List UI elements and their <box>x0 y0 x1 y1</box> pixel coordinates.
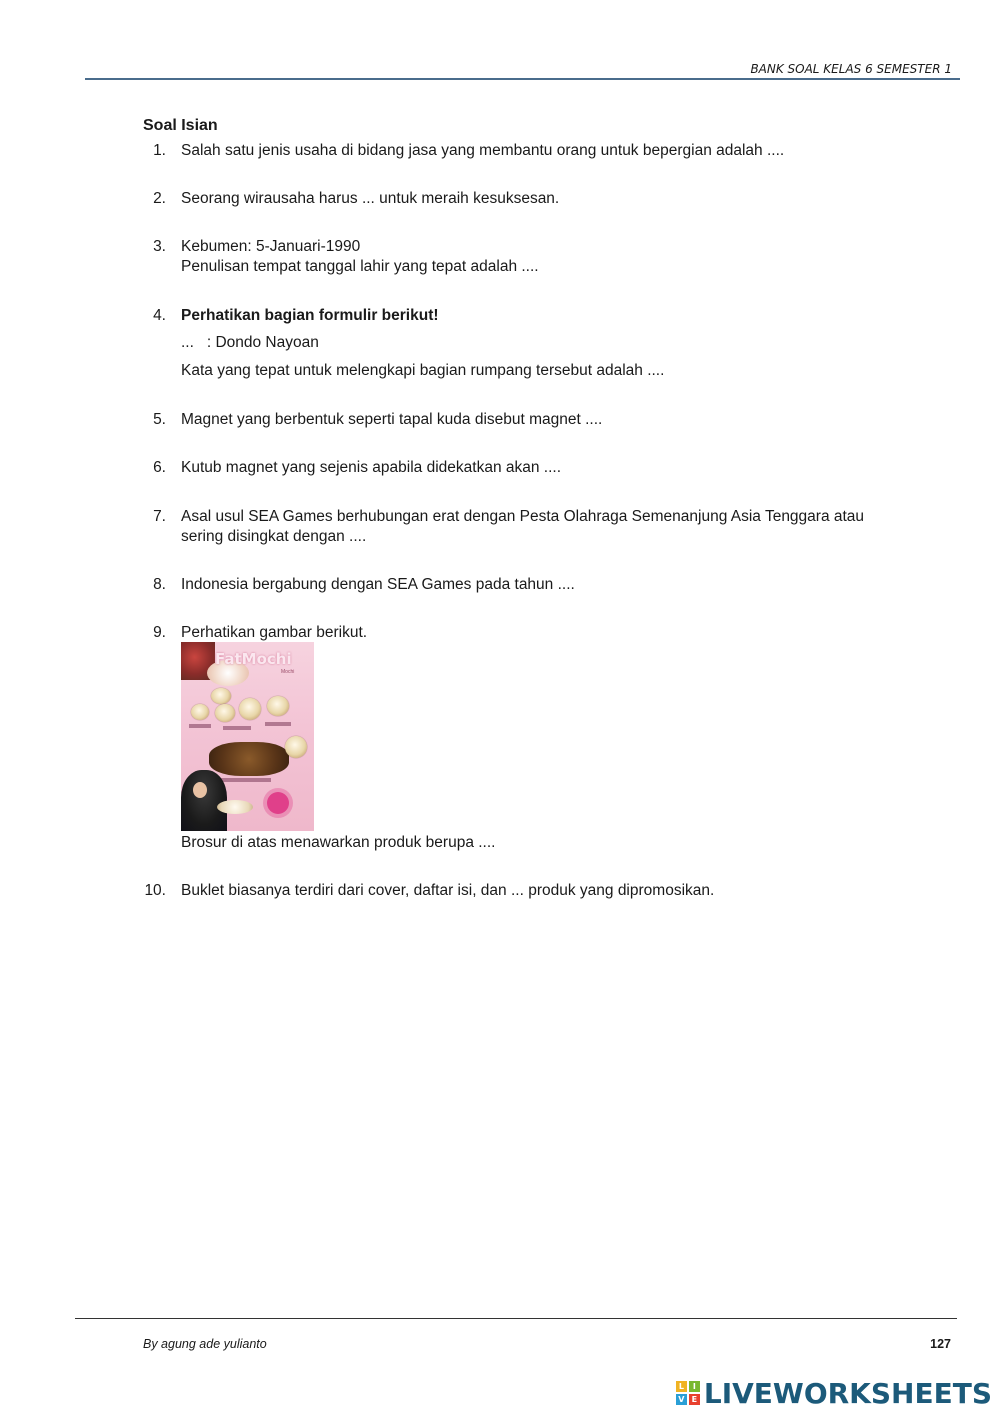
brochure-person-face <box>193 782 207 798</box>
brochure-label <box>265 722 291 726</box>
brochure-image <box>181 642 314 831</box>
header-title: BANK SOAL KELAS 6 SEMESTER 1 <box>750 62 952 76</box>
question-text: sering disingkat dengan .... <box>181 528 367 545</box>
question-text: Salah satu jenis usaha di bidang jasa yang membantu orang untuk bepergian adalah .... <box>181 142 785 159</box>
brochure-plate <box>217 800 253 814</box>
question-text: Seorang wirausaha harus ... untuk meraih kesuksesan. <box>181 190 560 207</box>
brochure-snack <box>191 704 209 720</box>
logo-tile: E <box>689 1394 700 1405</box>
question-text: Buklet biasanya terdiri dari cover, daftar isi, dan ... produk yang dipromosikan. <box>181 882 715 899</box>
page-number: 127 <box>930 1337 951 1351</box>
question-number: 5. <box>153 411 166 428</box>
question-number: 3. <box>153 238 166 255</box>
logo-tile: I <box>689 1381 700 1392</box>
question-text: Kata yang tepat untuk melengkapi bagian rumpang tersebut adalah .... <box>181 362 665 379</box>
question-number: 6. <box>153 459 166 476</box>
brochure-snack <box>267 696 289 716</box>
question-number: 2. <box>153 190 166 207</box>
footer-author: By agung ade yulianto <box>143 1337 267 1351</box>
question-number: 1. <box>153 142 166 159</box>
question-text: Penulisan tempat tanggal lahir yang tepat adalah .... <box>181 258 539 275</box>
footer-rule <box>75 1318 957 1319</box>
question-number: 7. <box>153 508 166 525</box>
logo-tile: V <box>676 1394 687 1405</box>
brochure-flower-badge <box>267 792 289 814</box>
header-rule <box>85 78 960 80</box>
brochure-label <box>189 724 211 728</box>
question-text: Kebumen: 5-Januari-1990 <box>181 238 361 255</box>
brochure-label <box>223 726 251 730</box>
question-number: 8. <box>153 576 166 593</box>
brochure-snack <box>239 698 261 720</box>
question-number: 10. <box>144 882 166 899</box>
question-instruction: Perhatikan bagian formulir berikut! <box>181 307 439 324</box>
question-text: Indonesia bergabung dengan SEA Games pada tahun .... <box>181 576 575 593</box>
question-text: Kutub magnet yang sejenis apabila didekatkan akan .... <box>181 459 562 476</box>
brochure-person <box>181 770 227 831</box>
brochure-snack <box>285 736 307 758</box>
brochure-brand-sub: Mochi <box>281 669 295 675</box>
brochure-snack <box>211 688 231 704</box>
section-title: Soal Isian <box>143 117 218 134</box>
liveworksheets-logo <box>676 1376 992 1410</box>
question-number: 9. <box>153 624 166 641</box>
brochure-brand: FatMochi <box>215 650 292 668</box>
question-text: Asal usul SEA Games berhubungan erat dengan Pesta Olahraga Semenanjung Asia Tenggara atau <box>181 508 865 525</box>
liveworksheets-logo-icon <box>676 1381 700 1405</box>
question-text: Brosur di atas menawarkan produk berupa .... <box>181 834 496 851</box>
question-text: Magnet yang berbentuk seperti tapal kuda disebut magnet .... <box>181 411 603 428</box>
logo-tile: L <box>676 1381 687 1392</box>
form-field-example: ... : Dondo Nayoan <box>181 334 319 351</box>
brochure-snack <box>215 704 235 722</box>
question-number: 4. <box>153 307 166 324</box>
liveworksheets-logo-text: LIVEWORKSHEETS <box>703 1376 992 1410</box>
brochure-food-tray <box>209 742 289 776</box>
question-text: Perhatikan gambar berikut. <box>181 624 368 641</box>
